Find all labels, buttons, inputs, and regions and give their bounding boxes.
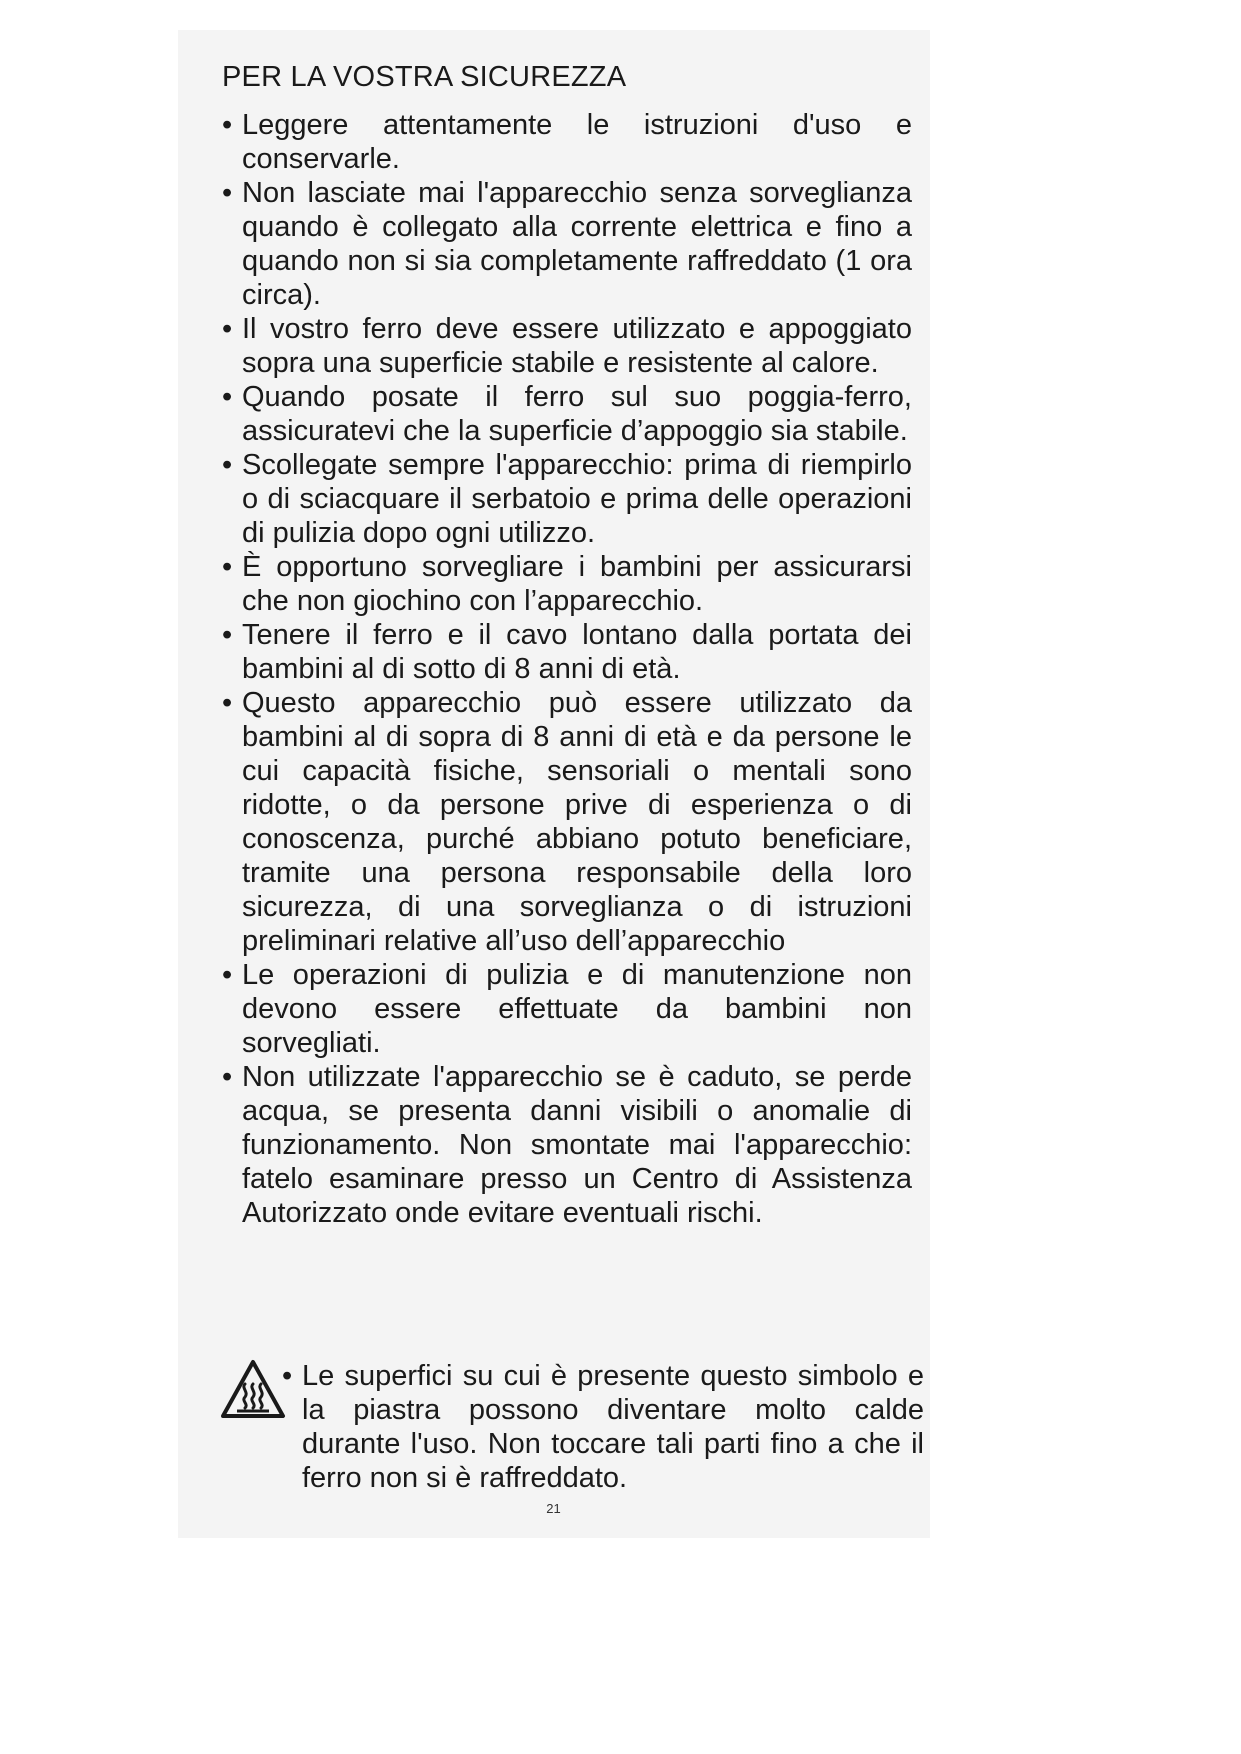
safety-instructions-list [222, 108, 912, 1230]
hot-surface-warning-icon [220, 1359, 286, 1419]
list-item [222, 1060, 912, 1230]
list-item [222, 108, 912, 176]
list-item [222, 176, 912, 312]
list-item-text: Scollegate sempre l'apparecchio: prima di riempirlo o di sciacquare il serbatoio e prima delle operazioni di pulizia dopo ogni utilizzo. [242, 449, 912, 549]
list-item [222, 312, 912, 380]
bullet: • [222, 313, 233, 345]
bullet: • [222, 1061, 233, 1093]
page-title: PER LA VOSTRA SICUREZZA [222, 61, 627, 93]
bullet: • [222, 177, 233, 209]
bullet: • [222, 959, 233, 991]
list-item [222, 686, 912, 958]
bullet: • [222, 381, 233, 413]
bullet: • [282, 1360, 293, 1392]
list-item [222, 550, 912, 618]
warning-item [282, 1359, 924, 1495]
list-item [222, 448, 912, 550]
bullet: • [222, 109, 233, 141]
bullet: • [222, 619, 233, 651]
list-item [222, 380, 912, 448]
list-item-text: Il vostro ferro deve essere utilizzato e appoggiato sopra una superficie stabile e resistente al calore. [242, 313, 912, 379]
bullet: • [222, 551, 233, 583]
list-item-text: Tenere il ferro e il cavo lontano dalla portata dei bambini al di sotto di 8 anni di età. [242, 619, 912, 685]
list-item-text: Quando posate il ferro sul suo poggia-ferro, assicuratevi che la superficie d’appoggio sia stabile. [242, 381, 912, 447]
page-number: 21 [546, 1501, 561, 1516]
list-item-text: Leggere attentamente le istruzioni d'uso e conservarle. [242, 109, 912, 175]
list-item-text: È opportuno sorvegliare i bambini per assicurarsi che non giochino con l’apparecchio. [242, 551, 912, 617]
bullet: • [222, 449, 233, 481]
list-item-text: Non lasciate mai l'apparecchio senza sorveglianza quando è collegato alla corrente elettrica e fino a quando non si sia completamente raffreddato (1 ora circa). [242, 177, 912, 311]
list-item [222, 958, 912, 1060]
list-item [222, 618, 912, 686]
list-item-text: Le operazioni di pulizia e di manutenzione non devono essere effettuate da bambini non sorvegliati. [242, 959, 912, 1059]
bullet: • [222, 687, 233, 719]
list-item-text: Questo apparecchio può essere utilizzato da bambini al di sopra di 8 anni di età e da persone le cui capacità fisiche, sensoriali o mentali sono ridotte, o da persone prive di esperienza o di conoscenza, purché abbiano potuto beneficiare, tramite una persona responsabile della loro sicurezza, di una sorveglianza o di istruzioni preliminari relative all’uso dell’apparecchio [242, 687, 912, 957]
list-item-text: Non utilizzate l'apparecchio se è caduto, se perde acqua, se presenta danni visibili o anomalie di funzionamento. Non smontate mai l'apparecchio: fatelo esaminare presso un Centro di Assistenza Autorizzato onde evitare eventuali rischi. [242, 1061, 912, 1229]
warning-text: Le superfici su cui è presente questo simbolo e la piastra possono diventare molto calde durante l'uso. Non toccare tali parti fino a che il ferro non si è raffreddato. [302, 1360, 924, 1494]
